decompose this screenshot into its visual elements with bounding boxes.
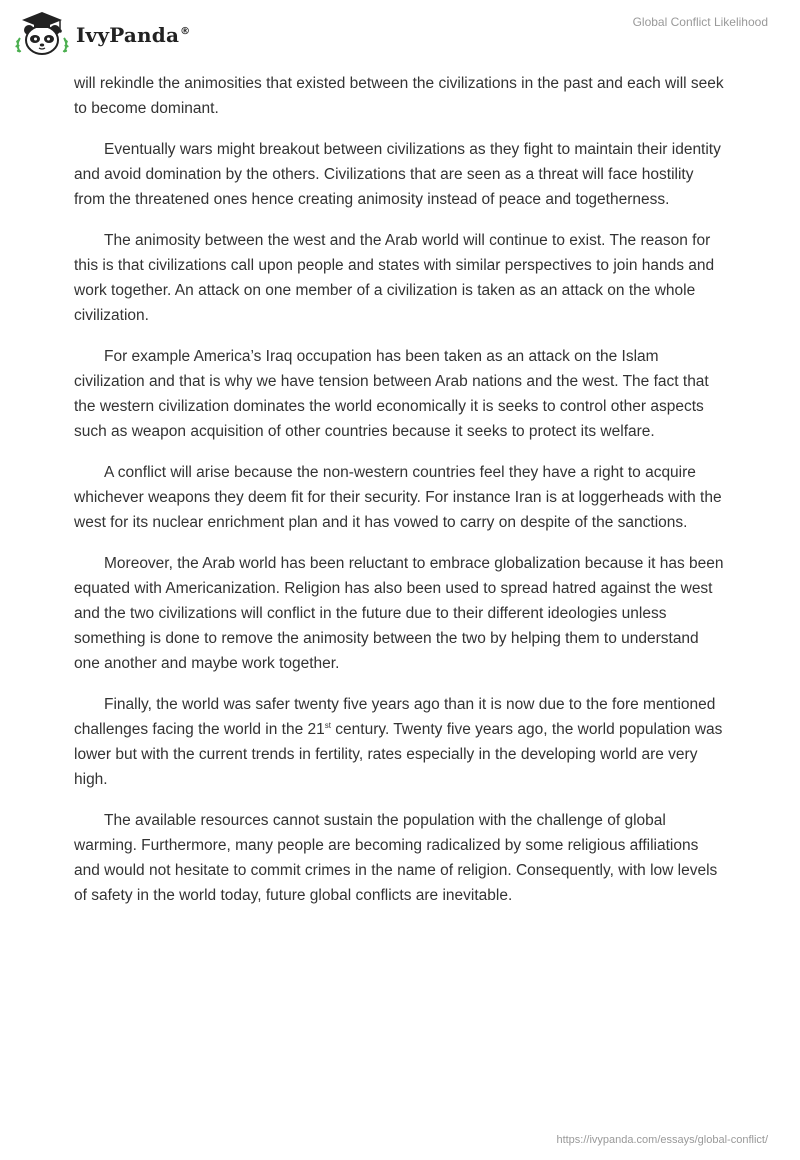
- brand-name: IvyPanda®: [76, 23, 191, 47]
- paragraph: The animosity between the west and the Arab world will continue to exist. The reason for this is that civilizations call upon people and states with similar perspectives to join hands and work together. An attack on one member of a civilization is taken as an attack on the whole civilization.: [74, 232, 715, 324]
- paragraph: Moreover, the Arab world has been reluctant to embrace globalization because it has been equated with Americanization. Religion has also been used to spread hatred against the west and the two civilizations will conflict in the future due to their different ideologies unless something is done to remove the animosity between the two by helping them to understand one another and maybe work together.: [74, 555, 724, 672]
- paragraph-21st-century: [74, 692, 724, 792]
- registered-mark: ®: [180, 26, 191, 38]
- page-header: [0, 0, 800, 70]
- essay-body: [74, 71, 724, 924]
- panda-graduate-icon: [14, 8, 70, 58]
- paragraph: For example America’s Iraq occupation has been taken as an attack on the Islam civilization and that is why we have tension between Arab nations and the west. The fact that the western civilization dominates the world economically it is seeks to control other aspects such as weapon acquisition of other countries because it seeks to protect its welfare.: [74, 348, 709, 440]
- source-url-link[interactable]: https://ivypanda.com/essays/global-conflict/: [556, 1134, 768, 1146]
- paragraph: A conflict will arise because the non-western countries feel they have a right to acquire whichever weapons they deem fit for their security. For instance Iran is at loggerheads with the west for its nuclear enrichment plan and it has vowed to carry on despite of the sanctions.: [74, 464, 722, 531]
- paragraph: Eventually wars might breakout between civilizations as they fight to maintain their identity and avoid domination by the others. Civilizations that are seen as a threat will face hostility from the threatened ones hence creating animosity instead of peace and togetherness.: [74, 141, 721, 208]
- paragraph-text-start: Finally, the world was safer twenty five years ago than it is now due to the fore mentioned challenges facing the world in the 21: [74, 696, 716, 738]
- ivypanda-logo[interactable]: [14, 8, 190, 58]
- ordinal-superscript: st: [324, 721, 331, 730]
- paragraph-text-end: century. Twenty five years ago, the world population was lower but with the current trends in fertility, rates especially in the developing world are very high.: [74, 721, 723, 788]
- document-title: Global Conflict Likelihood: [632, 15, 768, 29]
- paragraph-continuation: will rekindle the animosities that existed between the civilizations in the past and each will seek to become dominant.: [74, 75, 724, 117]
- paragraph-conclusion: The available resources cannot sustain the population with the challenge of global warming. Furthermore, many people are becoming radicalized by some religious affiliations and would not hesitate to commit crimes in the name of religion. Consequently, with low levels of safety in the world today, future global conflicts are inevitable.: [74, 812, 718, 904]
